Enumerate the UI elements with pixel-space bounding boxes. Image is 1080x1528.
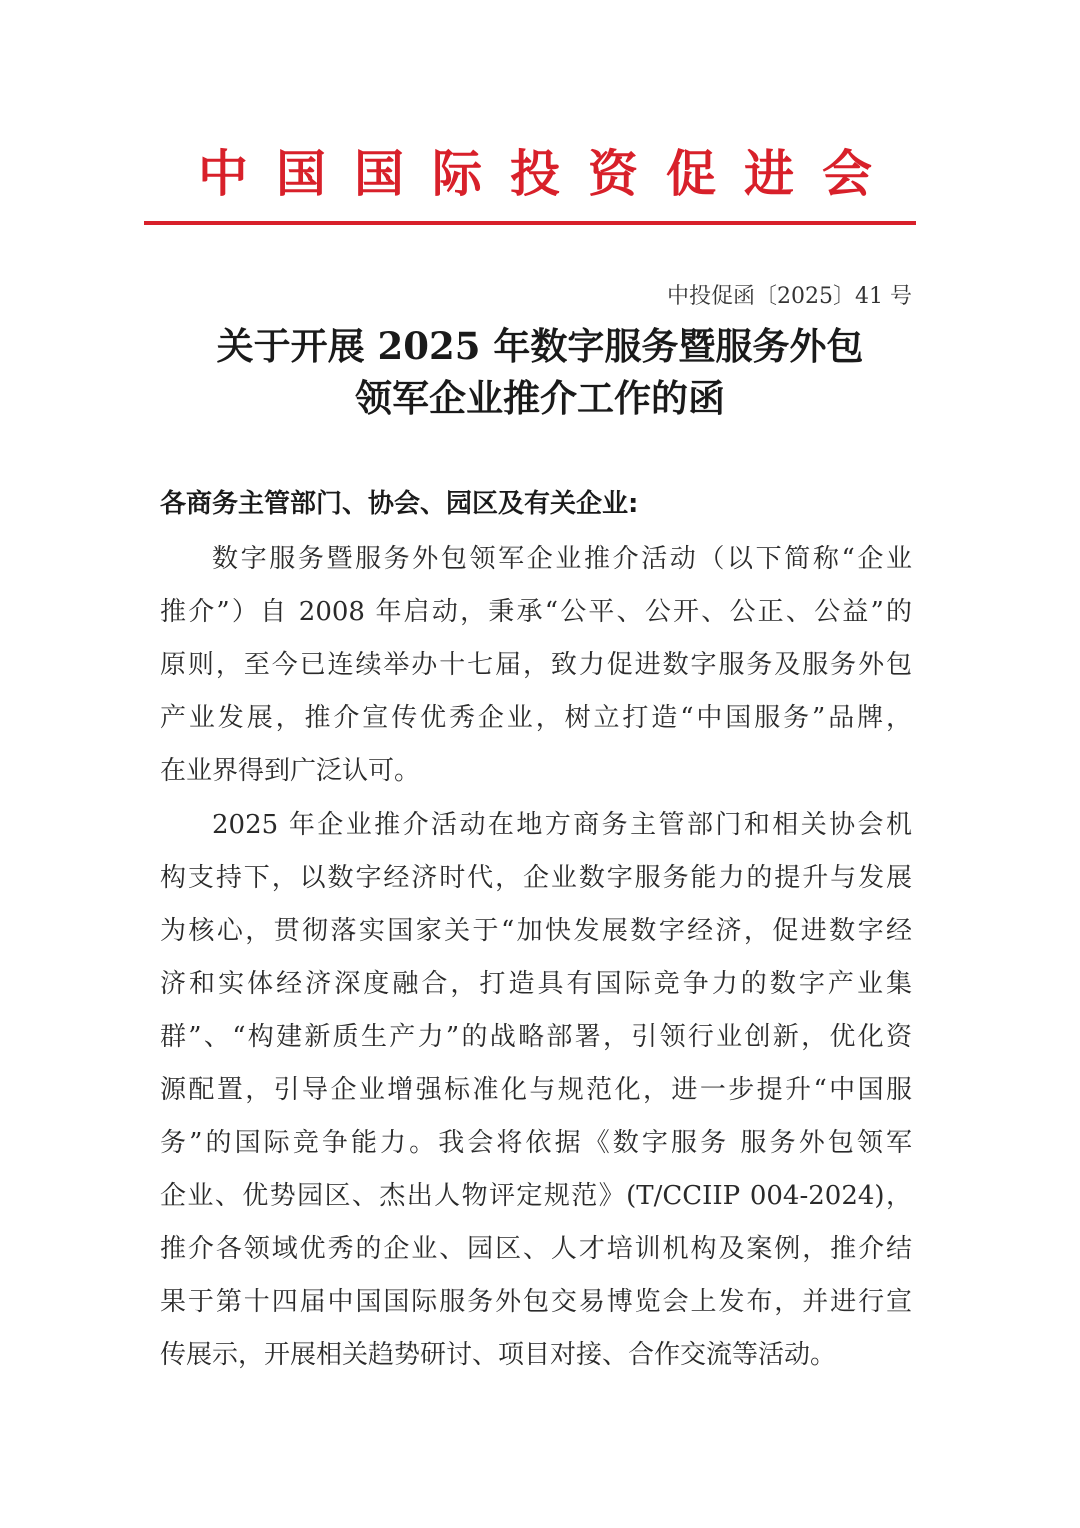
document-title bbox=[140, 320, 940, 424]
paragraph-2 bbox=[160, 799, 912, 1382]
letterhead-char: 际 bbox=[432, 145, 482, 203]
letterhead-divider bbox=[144, 221, 916, 225]
paragraph-line: 产业发展，推介宣传优秀企业，树立打造“中国服务”品牌， bbox=[160, 703, 912, 733]
paragraph-line: 企业、优势园区、杰出人物评定规范》(T/CCIIP 004-2024)， bbox=[160, 1181, 912, 1211]
title-line: 关于开展 2025 年数字服务暨服务外包 bbox=[216, 324, 864, 368]
letterhead-char: 国 bbox=[354, 145, 404, 203]
paragraph-line: 传展示，开展相关趋势研讨、项目对接、合作交流等活动。 bbox=[160, 1340, 837, 1370]
paragraph-line: 构支持下，以数字经济时代，企业数字服务能力的提升与发展 bbox=[160, 863, 912, 893]
letterhead-char: 会 bbox=[822, 145, 872, 203]
paragraph-line: 2025 年企业推介活动在地方商务主管部门和相关协会机 bbox=[212, 810, 912, 840]
paragraph-line: 果于第十四届中国国际服务外包交易博览会上发布，并进行宣 bbox=[160, 1287, 912, 1317]
title-line: 领军企业推介工作的函 bbox=[355, 376, 725, 420]
paragraph-line: 原则，至今已连续举办十七届，致力促进数字服务及服务外包 bbox=[160, 650, 912, 680]
salutation: 各商务主管部门、协会、园区及有关企业: bbox=[160, 489, 639, 519]
paragraph-line: 数字服务暨服务外包领军企业推介活动（以下简称“企业 bbox=[212, 544, 912, 574]
letterhead-char: 促 bbox=[666, 145, 716, 203]
document-number: 中投促函〔2025〕41 号 bbox=[667, 284, 912, 309]
paragraph-line: 推介各领域优秀的企业、园区、人才培训机构及案例，推介结 bbox=[160, 1234, 912, 1264]
paragraph-line: 为核心，贯彻落实国家关于“加快发展数字经济，促进数字经 bbox=[160, 916, 912, 946]
paragraph-line: 济和实体经济深度融合，打造具有国际竞争力的数字产业集 bbox=[160, 969, 912, 999]
paragraph-line: 在业界得到广泛认可。 bbox=[160, 756, 421, 786]
paragraph-line: 推介”）自 2008 年启动，秉承“公平、公开、公正、公益”的 bbox=[160, 597, 912, 627]
letterhead-char: 中 bbox=[198, 145, 248, 203]
org-letterhead bbox=[140, 142, 920, 206]
letterhead-char: 资 bbox=[588, 145, 638, 203]
paragraph-line: 源配置，引导企业增强标准化与规范化，进一步提升“中国服 bbox=[160, 1075, 912, 1105]
letterhead-char: 进 bbox=[744, 145, 794, 203]
paragraph-line: 群”、“构建新质生产力”的战略部署，引领行业创新，优化资 bbox=[160, 1022, 912, 1052]
letterhead-char: 投 bbox=[510, 145, 560, 203]
paragraph-line: 务”的国际竞争能力。我会将依据《数字服务 服务外包领军 bbox=[160, 1128, 912, 1158]
letterhead-char: 国 bbox=[276, 145, 326, 203]
paragraph-1 bbox=[160, 533, 912, 798]
